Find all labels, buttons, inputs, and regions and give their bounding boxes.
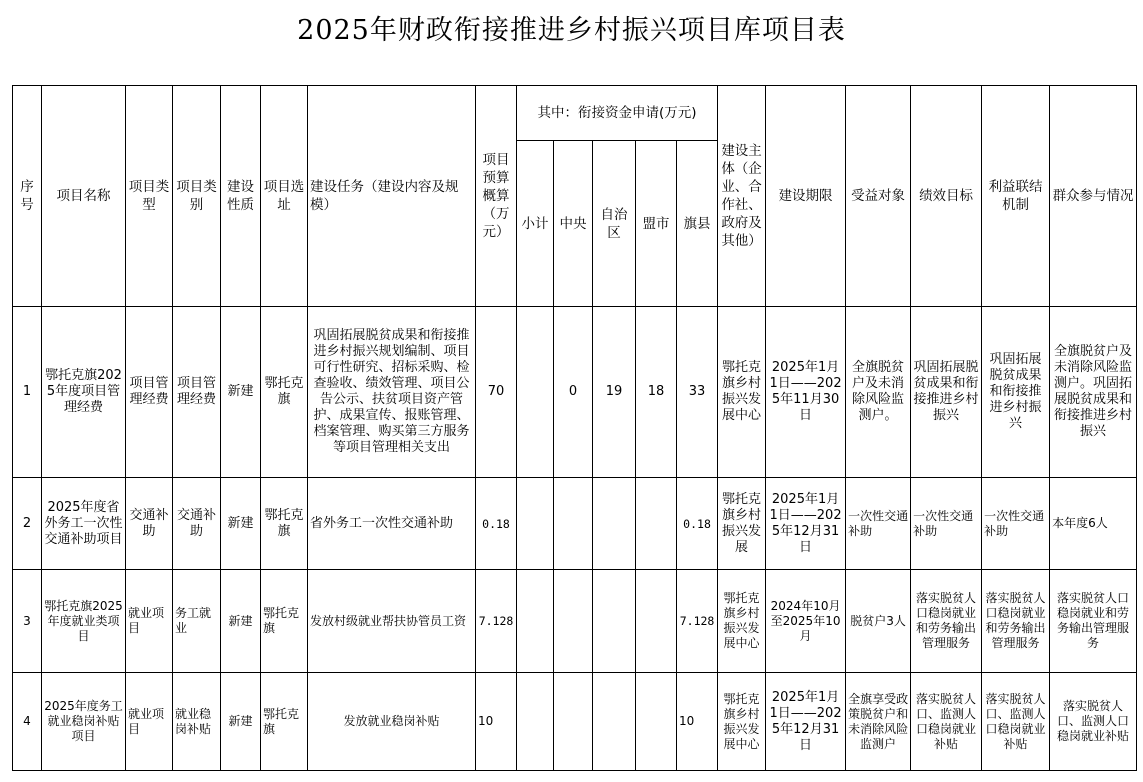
cell-type: 就业项目: [126, 673, 173, 771]
table-row: [13, 673, 1137, 771]
cell-seq: 1: [13, 307, 42, 478]
cell-category: 项目管理经费: [173, 307, 221, 478]
cell-period: 2025年1月1日——2025年12月31日: [766, 673, 846, 771]
page-title: 2025年财政衔接推进乡村振兴项目库项目表: [297, 15, 846, 46]
cell-banner: 7.128: [677, 570, 718, 673]
cell-participation: 落实脱贫人口稳岗就业和劳务输出管理服务: [1050, 570, 1137, 673]
cell-league: [636, 478, 677, 570]
cell-goal: 一次性交通补助: [911, 478, 982, 570]
cell-nature: 新建: [221, 570, 261, 673]
cell-goal: 落实脱贫人口、监测人口稳岗就业补贴: [911, 673, 982, 771]
header-banner: 旗县: [677, 141, 718, 307]
table-row: [13, 570, 1137, 673]
cell-benefit: 巩固拓展脱贫成果和衔接推进乡村振兴: [982, 307, 1050, 478]
cell-category: 务工就业: [173, 570, 221, 673]
table-row: [13, 478, 1137, 570]
cell-region: [593, 673, 636, 771]
cell-beneficiary: 全旗享受政策脱贫户和未消除风险监测户: [846, 673, 911, 771]
header-league: 盟市: [636, 141, 677, 307]
cell-banner: 10: [677, 673, 718, 771]
cell-goal: 落实脱贫人口稳岗就业和劳务输出管理服务: [911, 570, 982, 673]
cell-category: 就业稳岗补贴: [173, 673, 221, 771]
cell-region: 19: [593, 307, 636, 478]
cell-central: [554, 570, 593, 673]
cell-name: 鄂托克旗2025年度就业类项目: [42, 570, 126, 673]
header-site: 项目选址: [261, 86, 308, 307]
cell-entity: 鄂托克旗乡村振兴发展中心: [718, 570, 766, 673]
cell-name: 2025年度务工就业稳岗补贴项目: [42, 673, 126, 771]
cell-site: 鄂托克旗: [261, 570, 308, 673]
header-funds-group: 其中：衔接资金申请(万元): [517, 86, 718, 141]
cell-subtotal: [517, 478, 554, 570]
cell-type: 项目管理经费: [126, 307, 173, 478]
cell-site: 鄂托克旗: [261, 307, 308, 478]
cell-site: 鄂托克旗: [261, 673, 308, 771]
cell-subtotal: [517, 570, 554, 673]
cell-benefit: 一次性交通补助: [982, 478, 1050, 570]
cell-budget: 10: [476, 673, 517, 771]
cell-nature: 新建: [221, 478, 261, 570]
cell-region: [593, 478, 636, 570]
cell-seq: 3: [13, 570, 42, 673]
cell-category: 交通补助: [173, 478, 221, 570]
cell-subtotal: [517, 307, 554, 478]
cell-task: 省外务工一次性交通补助: [308, 478, 476, 570]
cell-participation: 落实脱贫人口、监测人口稳岗就业补贴: [1050, 673, 1137, 771]
cell-beneficiary: 脱贫户3人: [846, 570, 911, 673]
cell-league: [636, 673, 677, 771]
header-name: 项目名称: [42, 86, 126, 307]
cell-budget: 7.128: [476, 570, 517, 673]
header-goal: 绩效目标: [911, 86, 982, 307]
cell-seq: 2: [13, 478, 42, 570]
project-table: [12, 85, 1137, 771]
cell-league: [636, 570, 677, 673]
cell-benefit: 落实脱贫人口、监测人口稳岗就业补贴: [982, 673, 1050, 771]
cell-task: 巩固拓展脱贫成果和衔接推进乡村振兴规划编制、项目可行性研究、招标采购、检查验收、绩效管理、项目公告公示、扶贫项目资产管护、成果宣传、报账管理、档案管理、购买第三方服务等项目管理相关支出: [308, 307, 476, 478]
cell-participation: 全旗脱贫户及未消除风险监测户。巩固拓展脱贫成果和衔接推进乡村振兴: [1050, 307, 1137, 478]
cell-name: 鄂托克旗2025年度项目管理经费: [42, 307, 126, 478]
cell-entity: 鄂托克旗乡村振兴发展中心: [718, 673, 766, 771]
header-period: 建设期限: [766, 86, 846, 307]
cell-period: 2025年1月1日——2025年12月31日: [766, 478, 846, 570]
cell-task: 发放村级就业帮扶协管员工资: [308, 570, 476, 673]
cell-goal: 巩固拓展脱贫成果和衔接推进乡村振兴: [911, 307, 982, 478]
cell-type: 就业项目: [126, 570, 173, 673]
cell-budget: 70: [476, 307, 517, 478]
table-row: [13, 307, 1137, 478]
header-nature: 建设性质: [221, 86, 261, 307]
header-category: 项目类别: [173, 86, 221, 307]
header-subtotal: 小计: [517, 141, 554, 307]
cell-task: 发放就业稳岗补贴: [308, 673, 476, 771]
header-benefit: 利益联结机制: [982, 86, 1050, 307]
cell-banner: 0.18: [677, 478, 718, 570]
cell-banner: 33: [677, 307, 718, 478]
cell-budget: 0.18: [476, 478, 517, 570]
cell-name: 2025年度省外务工一次性交通补助项目: [42, 478, 126, 570]
header-seq: 序号: [13, 86, 42, 307]
cell-beneficiary: 一次性交通补助: [846, 478, 911, 570]
cell-region: [593, 570, 636, 673]
header-participation: 群众参与情况: [1050, 86, 1137, 307]
cell-league: 18: [636, 307, 677, 478]
cell-period: 2025年1月1日——2025年11月30日: [766, 307, 846, 478]
cell-nature: 新建: [221, 307, 261, 478]
header-budget: 项目预算概算（万元）: [476, 86, 517, 307]
header-beneficiary: 受益对象: [846, 86, 911, 307]
cell-site: 鄂托克旗: [261, 478, 308, 570]
cell-seq: 4: [13, 673, 42, 771]
cell-subtotal: [517, 673, 554, 771]
cell-benefit: 落实脱贫人口稳岗就业和劳务输出管理服务: [982, 570, 1050, 673]
cell-beneficiary: 全旗脱贫户及未消除风险监测户。: [846, 307, 911, 478]
cell-period: 2024年10月至2025年10月: [766, 570, 846, 673]
cell-type: 交通补助: [126, 478, 173, 570]
cell-entity: 鄂托克旗乡村振兴发展中心: [718, 307, 766, 478]
cell-entity: 鄂托克旗乡村振兴发展: [718, 478, 766, 570]
header-type: 项目类型: [126, 86, 173, 307]
cell-central: [554, 673, 593, 771]
header-task: 建设任务（建设内容及规模）: [308, 86, 476, 307]
cell-participation: 本年度6人: [1050, 478, 1137, 570]
header-entity: 建设主体（企业、合作社、政府及其他）: [718, 86, 766, 307]
header-central: 中央: [554, 141, 593, 307]
cell-central: [554, 478, 593, 570]
header-region: 自治区: [593, 141, 636, 307]
cell-nature: 新建: [221, 673, 261, 771]
cell-central: 0: [554, 307, 593, 478]
